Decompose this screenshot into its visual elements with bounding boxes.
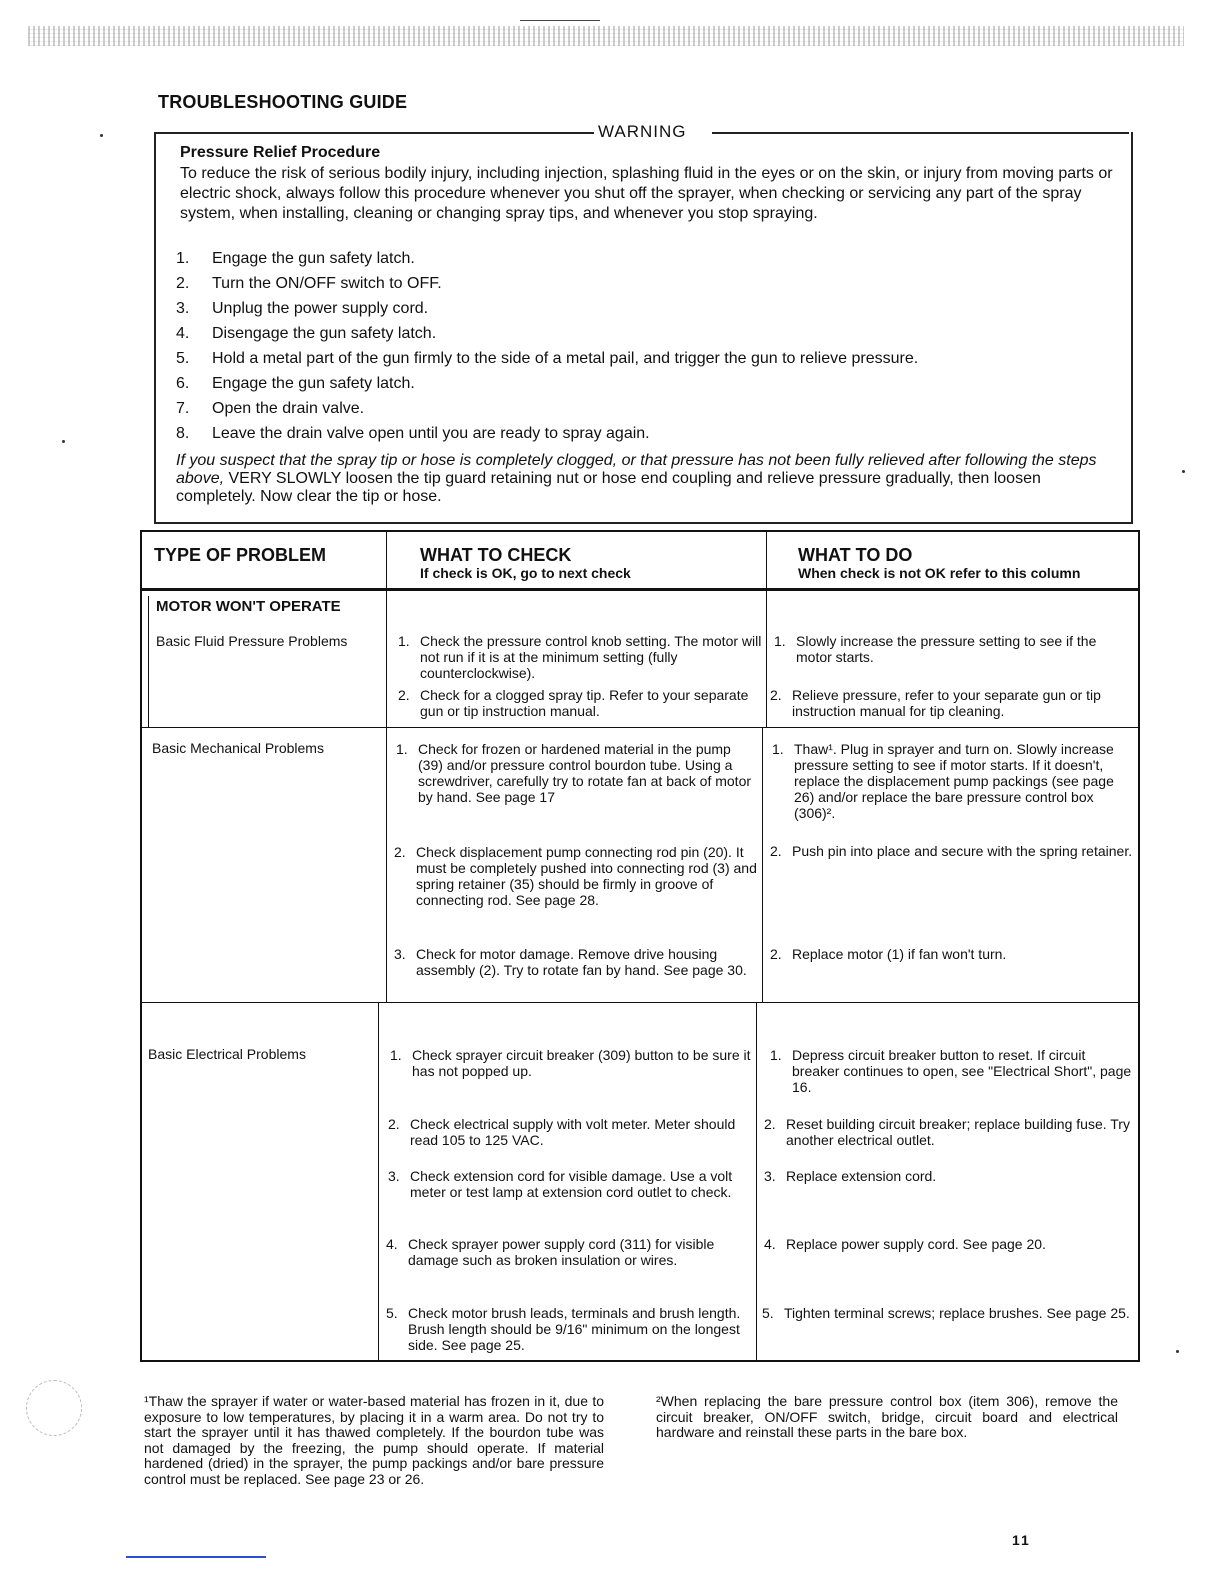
check-item: 1. Check the pressure control knob setting. The motor will not run if it is at the minimum setting (fully counterclockwise).	[398, 633, 762, 681]
col-divider	[766, 532, 767, 728]
action-item: 1. Thaw¹. Plug in sprayer and turn on. Slowly increase pressure setting to see if motor starts. If it doesn't, replace the displacement pump packings (see page 26) and/or replace the bare pressure control box (306)².	[772, 741, 1114, 821]
step-item: 2. Turn the ON/OFF switch to OFF.	[176, 275, 442, 292]
col-divider	[378, 1002, 379, 1360]
step-item: 7. Open the drain valve.	[176, 400, 365, 417]
step-item: 4. Disengage the gun safety latch.	[176, 325, 437, 342]
action-item: 2. Push pin into place and secure with the spring retainer.	[770, 843, 1133, 859]
check-item: 3. Check extension cord for visible damage. Use a volt meter or test lamp at extension cord outlet to check.	[388, 1168, 733, 1200]
margin-dot	[100, 134, 103, 137]
action-item: 4. Replace power supply cord. See page 20.	[764, 1236, 1046, 1252]
check-item: 1. Check sprayer circuit breaker (309) button to be sure it has not popped up.	[390, 1047, 751, 1079]
header-do-sub: When check is not OK refer to this column	[798, 565, 1081, 581]
step-item: 1. Engage the gun safety latch.	[176, 250, 415, 267]
check-item: 3. Check for motor damage. Remove drive housing assembly (2). Try to rotate fan by hand. See page 30.	[394, 946, 747, 978]
footnote-2: ²When replacing the bare pressure control box (item 306), remove the circuit breaker, ON/OFF switch, bridge, circuit board and electrical hardware and reinstall these parts in the bare box.	[656, 1393, 1118, 1440]
category-electrical: Basic Electrical Problems	[148, 1046, 306, 1062]
top-rule	[520, 20, 600, 21]
check-item: 2. Check displacement pump connecting rod pin (20). It must be completely pushed into connecting rod (3) and spring retainer (35) should be firmly in groove of connecting rod. See page 28.	[394, 844, 757, 908]
action-item: 2. Relieve pressure, refer to your separate gun or tip instruction manual for tip cleaning.	[770, 687, 1101, 719]
col-divider	[762, 727, 763, 1002]
col-divider	[756, 1002, 757, 1360]
col-divider	[386, 532, 387, 728]
header-what-to-do: WHAT TO DO	[798, 545, 913, 565]
step-item: 5. Hold a metal part of the gun firmly to the side of a metal pail, and trigger the gun to relieve pressure.	[176, 350, 919, 367]
page-title: TROUBLESHOOTING GUIDE	[158, 92, 408, 112]
check-item: 5. Check motor brush leads, terminals and brush length. Brush length should be 9/16" minimum on the longest side. See page 25.	[386, 1305, 741, 1353]
pressure-relief-steps	[176, 246, 1121, 446]
step-item: 3. Unplug the power supply cord.	[176, 300, 429, 317]
bottom-rule	[126, 1556, 266, 1558]
action-item: 2. Reset building circuit breaker; replace building fuse. Try another electrical outlet.	[764, 1116, 1130, 1148]
scan-stamp-mark	[26, 1380, 82, 1436]
pressure-relief-intro: To reduce the risk of serious bodily injury, including injection, splashing fluid in the eyes or on the skin, or injury from moving parts or electric shock, always follow this procedure whenever you shut off the sprayer, when checking or servicing any part of the spray system, when installing, cleaning or changing spray tips, and whenever you stop spraying.	[180, 165, 1113, 222]
check-item: 1. Check for frozen or hardened material in the pump (39) and/or pressure control bourdon tube. Using a screwdriver, carefully try to rotate fan at back of motor by hand. See page 17	[396, 741, 752, 805]
step-item: 6. Engage the gun safety latch.	[176, 375, 415, 392]
header-check-sub: If check is OK, go to next check	[420, 565, 631, 581]
row-rule	[142, 727, 1138, 728]
action-item: 3. Replace extension cord.	[764, 1168, 937, 1184]
header-what-to-check: WHAT TO CHECK	[420, 545, 572, 565]
check-item: 4. Check sprayer power supply cord (311) for visible damage such as broken insulation or wires.	[386, 1236, 715, 1268]
clogged-tip-note: If you suspect that the spray tip or hose is completely clogged, or that pressure has not been fully relieved after following the steps above, VERY SLOWLY loosen the tip guard retaining nut or hose end coupling and relieve pressure gradually, then loosen completely. Now clear the tip or hose.	[176, 452, 1097, 505]
action-item: 1. Depress circuit breaker button to reset. If circuit breaker continues to open, see "Electrical Short", page 16.	[770, 1047, 1132, 1095]
category-mechanical: Basic Mechanical Problems	[152, 740, 324, 756]
warning-label: WARNING	[598, 122, 687, 141]
pressure-relief-heading: Pressure Relief Procedure	[180, 144, 381, 161]
margin-dot	[1176, 1350, 1179, 1353]
action-item: 1. Slowly increase the pressure setting to see if the motor starts.	[774, 633, 1097, 665]
action-item: 2. Replace motor (1) if fan won't turn.	[770, 946, 1007, 962]
action-item: 5. Tighten terminal screws; replace brushes. See page 25.	[762, 1305, 1130, 1321]
margin-dot	[1182, 470, 1185, 473]
row-rule	[142, 1002, 1138, 1003]
footnote-1: ¹Thaw the sprayer if water or water-based material has frozen in it, due to exposure to low temperatures, by placing it in a warm area. Do not try to start the sprayer until it has thawed completely. If the bourdon tube was not damaged by the freezing, the pump should operate. If material hardened (dried) in the sprayer, the pump packings and/or bare pressure control must be replaced. See page 23 or 26.	[144, 1393, 604, 1487]
scan-noise-strip	[28, 26, 1184, 46]
header-type-of-problem: TYPE OF PROBLEM	[154, 545, 327, 565]
header-rule	[142, 588, 1138, 591]
col-divider	[148, 596, 149, 727]
margin-dot	[62, 440, 65, 443]
check-item: 2. Check for a clogged spray tip. Refer to your separate gun or tip instruction manual.	[398, 687, 749, 719]
category-fluid-pressure: Basic Fluid Pressure Problems	[156, 633, 348, 649]
section-motor-wont-operate: MOTOR WON'T OPERATE	[156, 598, 341, 615]
col-divider	[386, 727, 387, 1002]
check-item: 2. Check electrical supply with volt meter. Meter should read 105 to 125 VAC.	[388, 1116, 736, 1148]
page-number: 11	[1012, 1532, 1031, 1548]
step-item: 8. Leave the drain valve open until you are ready to spray again.	[176, 425, 650, 442]
